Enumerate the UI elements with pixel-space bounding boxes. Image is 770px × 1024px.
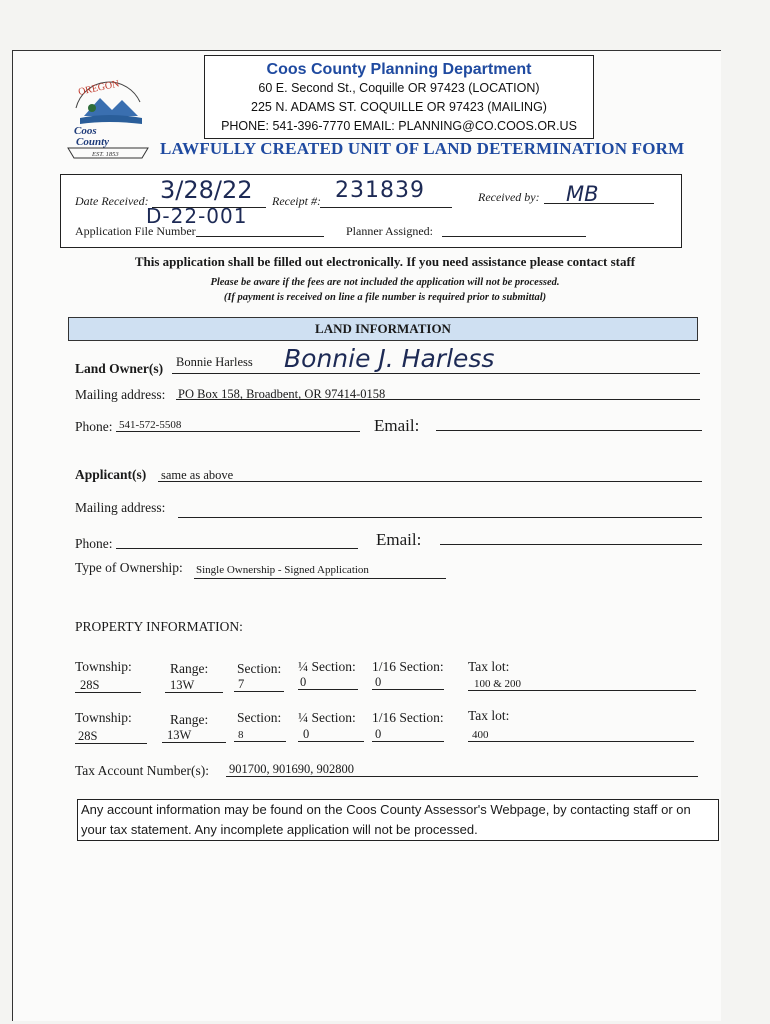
applicant-phone-line[interactable] <box>116 548 358 549</box>
owner-mailing-label: Mailing address: <box>75 387 166 402</box>
section-value[interactable]: 7 <box>238 677 245 691</box>
owner-phone-label: Phone: <box>75 419 113 434</box>
assessor-info-note <box>77 799 719 841</box>
applicant-email-line[interactable] <box>440 544 702 545</box>
sixteenth-section-value[interactable]: 0 <box>375 675 382 689</box>
app-file-line <box>196 236 324 237</box>
date-received-value[interactable]: 3/28/22 <box>160 176 253 204</box>
applicant-value[interactable]: same as above <box>161 468 234 482</box>
sixteenth-section-label: 1/16 Section: <box>372 710 444 725</box>
coos-county-logo <box>62 68 154 162</box>
planner-label: Planner Assigned: <box>346 224 433 238</box>
logo-top-text: OREGON <box>77 78 121 98</box>
section-label: Section: <box>237 710 282 725</box>
notice-payment: (If payment is received on line a file number is required prior to submittal) <box>223 292 547 303</box>
section-line <box>234 741 286 742</box>
tax-account-label: Tax Account Number(s): <box>75 763 210 778</box>
land-owner-line <box>172 373 700 374</box>
owner-mailing-value[interactable]: PO Box 158, Broadbent, OR 97414-0158 <box>178 387 386 401</box>
property-info-heading: PROPERTY INFORMATION: <box>75 619 243 634</box>
range-label: Range: <box>170 661 209 676</box>
department-title: Coos County Planning Department <box>266 61 532 78</box>
form-title: LAWFULLY CREATED UNIT OF LAND DETERMINATION FORM <box>160 139 685 158</box>
land-info-heading: LAND INFORMATION <box>68 317 698 341</box>
applicant-email-label: Email: <box>376 530 422 549</box>
contact-line: PHONE: 541-396-7770 EMAIL: PLANNING@CO.COOS.OR.US <box>221 119 577 133</box>
applicant-mailing-line[interactable] <box>178 517 702 518</box>
received-by-label: Received by: <box>478 190 540 204</box>
planner-line[interactable] <box>442 236 586 237</box>
logo-est: EST. 1853 <box>92 151 119 158</box>
department-header <box>204 55 594 139</box>
sixteenth-section-line <box>372 741 444 742</box>
applicant-phone-label: Phone: <box>75 536 113 551</box>
receipt-line <box>320 207 452 208</box>
section-label: Section: <box>237 661 282 676</box>
owner-email-label: Email: <box>374 416 420 435</box>
tax-lot-label: Tax lot: <box>468 708 510 723</box>
receipt-value[interactable]: 231839 <box>335 178 425 203</box>
ownership-type-value[interactable]: Single Ownership - Signed Application <box>196 564 369 576</box>
quarter-section-value[interactable]: 0 <box>300 675 307 689</box>
quarter-section-label: ¼ Section: <box>298 659 356 674</box>
notice-main: This application shall be filled out electronically. If you need assistance please contact staff <box>134 254 636 269</box>
location-address: 60 E. Second St., Coquille OR 97423 (LOCATION) <box>258 81 540 95</box>
quarter-section-label: ¼ Section: <box>298 710 356 725</box>
receipt-label: Receipt #: <box>272 194 321 208</box>
township-value[interactable]: 28S <box>78 729 98 743</box>
applicant-label: Applicant(s) <box>75 467 147 482</box>
ownership-type-line <box>194 578 446 579</box>
assessor-info-line2: your tax statement. Any incomplete application will not be processed. <box>81 822 478 837</box>
land-owner-label: Land Owner(s) <box>75 361 164 376</box>
ownership-type-label: Type of Ownership: <box>75 560 183 575</box>
quarter-section-value[interactable]: 0 <box>303 727 310 741</box>
received-by-line <box>544 203 654 204</box>
logo-name-line2: County <box>76 136 110 148</box>
owner-phone-line <box>116 431 360 432</box>
land-owner-value[interactable]: Bonnie Harless <box>176 355 253 369</box>
quarter-section-line <box>298 689 358 690</box>
township-label: Township: <box>75 659 132 674</box>
tax-lot-line <box>468 690 696 691</box>
tax-account-value[interactable]: 901700, 901690, 902800 <box>229 762 354 776</box>
app-file-label: Application File Number <box>75 224 196 238</box>
owner-email-line[interactable] <box>436 430 702 431</box>
sixteenth-section-label: 1/16 Section: <box>372 659 444 674</box>
notice-fees: Please be aware if the fees are not included the application will not be processed. <box>210 277 560 288</box>
land-owner-signature: Bonnie J. Harless <box>284 344 495 373</box>
received-by-value[interactable]: MB <box>566 182 599 206</box>
section-value[interactable]: 8 <box>238 729 244 741</box>
owner-phone-value[interactable]: 541-572-5508 <box>119 419 182 431</box>
sixteenth-section-value[interactable]: 0 <box>375 727 382 741</box>
applicant-line <box>158 481 702 482</box>
app-file-value[interactable]: D-22-001 <box>146 204 248 228</box>
assessor-info-line1: Any account information may be found on the Coos County Assessor's Webpage, by contacting staff or on <box>81 802 691 817</box>
tax-lot-line <box>468 741 694 742</box>
range-value[interactable]: 13W <box>170 678 195 692</box>
logo-name-line1: Coos <box>74 125 97 137</box>
date-received-label: Date Received: <box>75 194 149 208</box>
township-value[interactable]: 28S <box>80 678 100 692</box>
tax-lot-value[interactable]: 400 <box>472 729 489 741</box>
township-label: Township: <box>75 710 132 725</box>
tax-lot-value[interactable]: 100 & 200 <box>474 678 522 690</box>
sixteenth-section-line <box>372 689 444 690</box>
mailing-address: 225 N. ADAMS ST. COQUILLE OR 97423 (MAILING) <box>251 100 547 114</box>
tax-lot-label: Tax lot: <box>468 659 510 674</box>
range-value[interactable]: 13W <box>167 728 192 742</box>
applicant-mailing-label: Mailing address: <box>75 500 166 515</box>
range-label: Range: <box>170 712 209 727</box>
